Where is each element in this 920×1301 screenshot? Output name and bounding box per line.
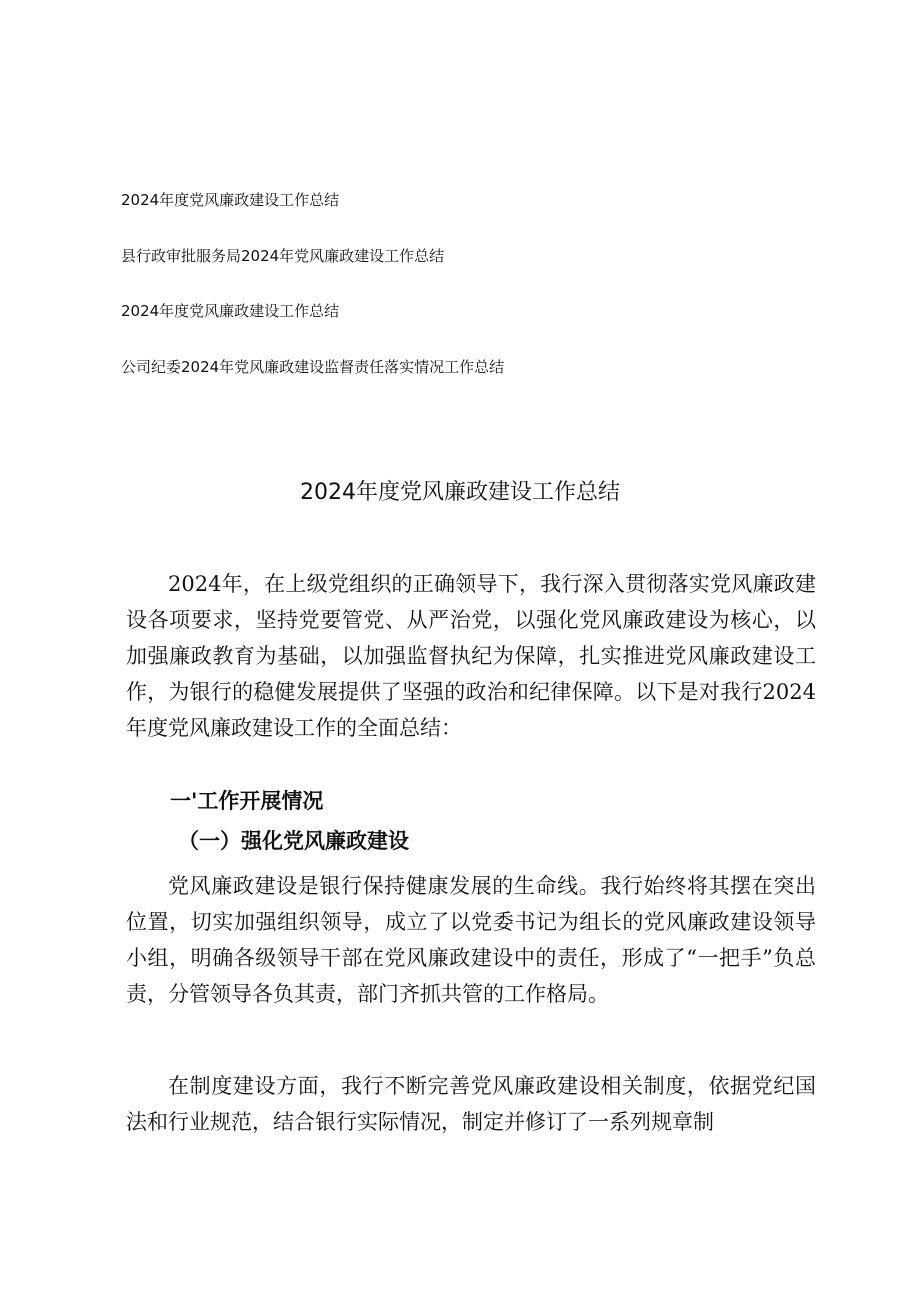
related-document-link[interactable]: 县行政审批服务局2024年党风廉政建设工作总结	[121, 247, 445, 265]
section-body	[126, 868, 816, 1012]
body-paragraph: 在制度建设方面，我行不断完善党风廉政建设相关制度，依据党纪国法和行业规范，结合银行实际情况，制定并修订了一系列规章制	[126, 1074, 816, 1134]
body-paragraph: 党风廉政建设是银行保持健康发展的生命线。我行始终将其摆在突出位置，切实加强组织领导，成立了以党委书记为组长的党风廉政建设领导小组，明确各级领导干部在党风廉政建设中的责任，形成了“一把手”负总责，分管领导各负其责，部门齐抓共管的工作格局。	[126, 874, 816, 1006]
intro-section	[126, 566, 816, 746]
related-document-link[interactable]: 2024年度党风廉政建设工作总结	[121, 191, 340, 209]
subsection-heading: （一）强化党风廉政建设	[178, 828, 409, 853]
section-body-continued	[126, 1068, 816, 1140]
section-heading: 一'工作开展情况	[170, 788, 324, 813]
document-title: 2024年度党风廉政建设工作总结	[300, 480, 620, 505]
related-document-link[interactable]: 2024年度党风廉政建设工作总结	[121, 302, 340, 320]
intro-paragraph: 2024年，在上级党组织的正确领导下，我行深入贯彻落实党风廉政建设各项要求，坚持党要管党、从严治党，以强化党风廉政建设为核心，以加强廉政教育为基础，以加强监督执纪为保障，扎实推进党风廉政建设工作，为银行的稳健发展提供了坚强的政治和纪律保障。以下是对我行2024年度党风廉政建设工作的全面总结：	[126, 572, 816, 740]
related-document-link[interactable]: 公司纪委2024年党风廉政建设监督责任落实情况工作总结	[121, 358, 505, 376]
